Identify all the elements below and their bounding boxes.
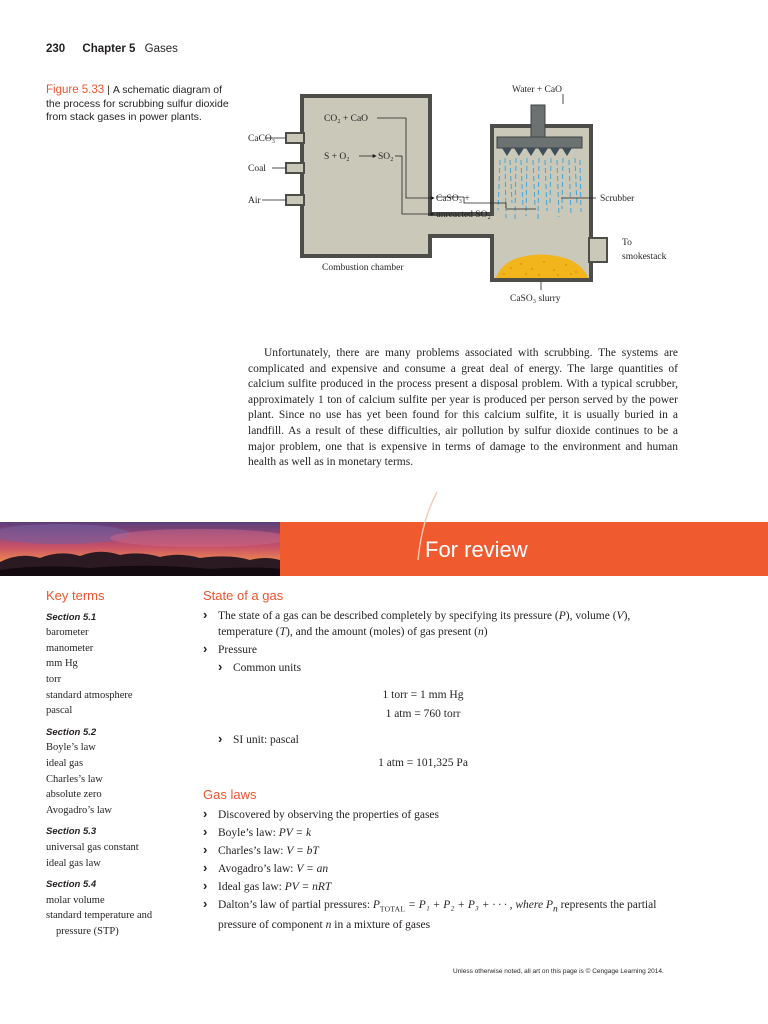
spray-manifold [497,137,582,148]
key-terms-section-label: Section 5.1 [46,611,97,623]
figure-caption [46,84,232,125]
key-term: ideal gas [46,757,84,769]
key-terms-section-label: Section 5.3 [46,826,97,838]
key-term: pascal [46,705,73,717]
key-term: molar volume [46,894,105,906]
chapter-label: Chapter 5 [82,43,136,55]
page-number: 230 [46,43,66,55]
chapter-title: Gases [144,43,178,55]
bullet-boyles-law: › Boyle’s law: PV = k [203,825,683,841]
key-term: Charles’s law [46,773,103,785]
state-of-gas-heading: State of a gas [203,588,284,603]
banner-photo [0,522,280,576]
label-to: To [622,238,632,248]
label-so2: SO₂ [378,152,394,162]
key-term: torr [46,673,62,685]
key-term: pressure (STP) [56,925,119,937]
equation-atm-pa: 1 atm = 101,325 Pa [378,757,468,769]
label-s-o2: S + O₂ [324,152,350,162]
bullet-pressure: › Pressure [203,642,683,658]
equation-atm-torr: 1 atm = 760 torr [385,708,461,720]
bullet-common-units: › Common units [218,660,683,676]
label-caco3: CaCO₃ [248,134,276,144]
label-coal: Coal [248,164,266,174]
inlet-pipe-air [286,195,304,205]
equation-torr: 1 torr = 1 mm Hg [382,689,464,701]
review-column [203,588,683,935]
bullet-daltons-law: › Dalton’s law of partial pressures: $P_{TOTAL} = P_1 + P_2 + P_3$ + · · · , where $P_n$ represents the partial pressure of component n in a mixture of gases [203,897,683,933]
scrubber-diagram [236,78,676,318]
label-caso3-slurry: CaSO₃ slurry [510,294,561,304]
bullet-charles-law: › Charles’s law: V = bT [203,843,683,859]
bullet-state-description: › The state of a gas can be described completely by specifying its pressure (P), volume (V), temperature (T), and the amount (moles) of gas present (n) [203,608,683,640]
label-air: Air [248,196,261,206]
key-terms-heading: Key terms [46,588,105,603]
key-terms-column [46,588,196,939]
gas-laws-heading: Gas laws [203,787,257,802]
review-banner [0,522,768,576]
label-co2-cao: CO₂ + CaO [324,114,369,124]
inlet-pipe-caco3 [286,133,304,143]
outlet-pipe [589,238,607,262]
label-combustion-chamber: Combustion chamber [322,263,404,273]
caption-divider: | [107,84,110,96]
inlet-pipe-coal [286,163,304,173]
key-term: absolute zero [46,789,102,801]
bullet-si-unit: › SI unit: pascal [218,732,683,748]
bullet-discovered: › Discovered by observing the properties of gases [203,807,683,823]
banner-title: For review [425,537,528,562]
key-term: standard temperature and [46,910,153,922]
key-term: Avogadro’s law [46,804,112,816]
key-term: standard atmosphere [46,689,133,701]
key-terms-section-label: Section 5.4 [46,879,97,891]
running-head [46,43,178,55]
key-terms-section-label: Section 5.2 [46,726,97,738]
key-term: barometer [46,627,89,639]
copyright-footer: Unless otherwise noted, all art on this page is © Cengage Learning 2014. [453,968,664,975]
key-term: universal gas constant [46,841,139,853]
body-paragraph: Unfortunately, there are many problems associated with scrubbing. The systems are complicated and expensive and consume a great deal of energy. The large quantities of calcium sulfite produced in the process present a disposal problem. With a typical scrubber, approximately 1 ton of calcium sulfite per year is produced per person served by the power plant. Since no use has yet been found for this calcium sulfite, it is usually buried in a landfill. As a result of these difficulties, air pollution by sulfur dioxide continues to be a major problem, one that is expensive in terms of damage to the environment and human health as well as in monetary terms. [248,347,678,469]
key-term: mm Hg [46,658,78,670]
water-feed-pipe [531,105,545,140]
label-unreacted-so2: unreacted SO₂ [436,210,491,220]
key-term: ideal gas law [46,857,101,869]
label-scrubber: Scrubber [600,194,635,204]
label-water-cao: Water + CaO [512,85,562,95]
figure-number: Figure 5.33 [46,84,105,96]
key-term: manometer [46,642,94,654]
key-term: Boyle’s law [46,742,96,754]
caption-text: A schematic diagram of the process for scrubbing sulfur dioxide from stack gases in power plants. [46,84,229,123]
label-smokestack: smokestack [622,252,667,262]
bullet-avogadros-law: › Avogadro’s law: V = an [203,861,683,877]
label-caso3-plus: CaSO₃ + [436,194,470,204]
bullet-ideal-gas-law: › Ideal gas law: PV = nRT [203,879,683,895]
